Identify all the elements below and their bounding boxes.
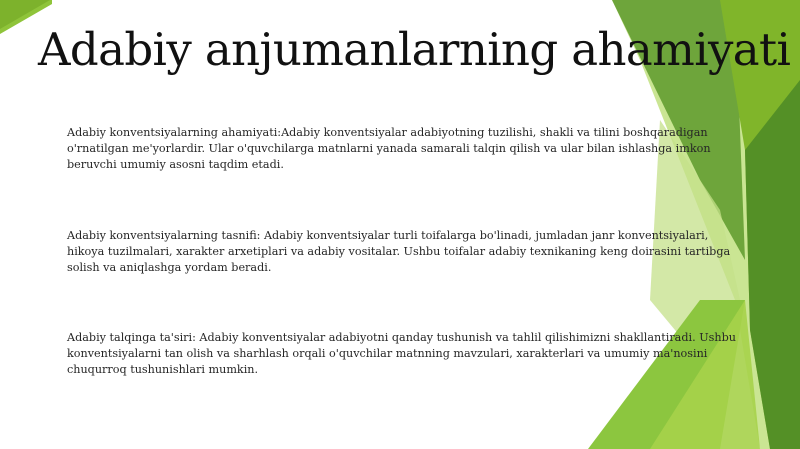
paragraph-interpretation-impact: Adabiy talqinga ta'siri: Adabiy konventsiyalar adabiyotni qanday tushunish va tahlil qilishimizni shakllantiradi. Ushbu konventsiyalarni tan olish va sharhlash orqali o'quvchilar matnning mavzulari, xarakterlari va umumiy ma'nosini chuqurroq tushunishlari mumkin. [67, 331, 736, 376]
paragraph-importance: Adabiy konventsiyalarning ahamiyati:Adabiy konventsiyalar adabiyotning tuzilishi, shakli va tilini boshqaradigan o'rnatilgan me'yorlardir. Ular o'quvchilarga matnlarni yanada samarali talqin qilish va ular bilan ishlashga imkon beruvchi umumiy asosni taqdim etadi. [67, 126, 711, 171]
paragraph-classification: Adabiy konventsiyalarning tasnifi: Adabiy konventsiyalar turli toifalarga bo'linadi, jumladan janr konventsiyalari, hikoya tuzilmalari, xarakter arxetiplari va adabiy vositalar. Ushbu toifalar adabiy texnikaning keng doirasini tartibga solish va aniqlashga yordam beradi. [67, 229, 731, 274]
slide-title: Adabiy anjumanlarning ahamiyati [38, 23, 791, 76]
